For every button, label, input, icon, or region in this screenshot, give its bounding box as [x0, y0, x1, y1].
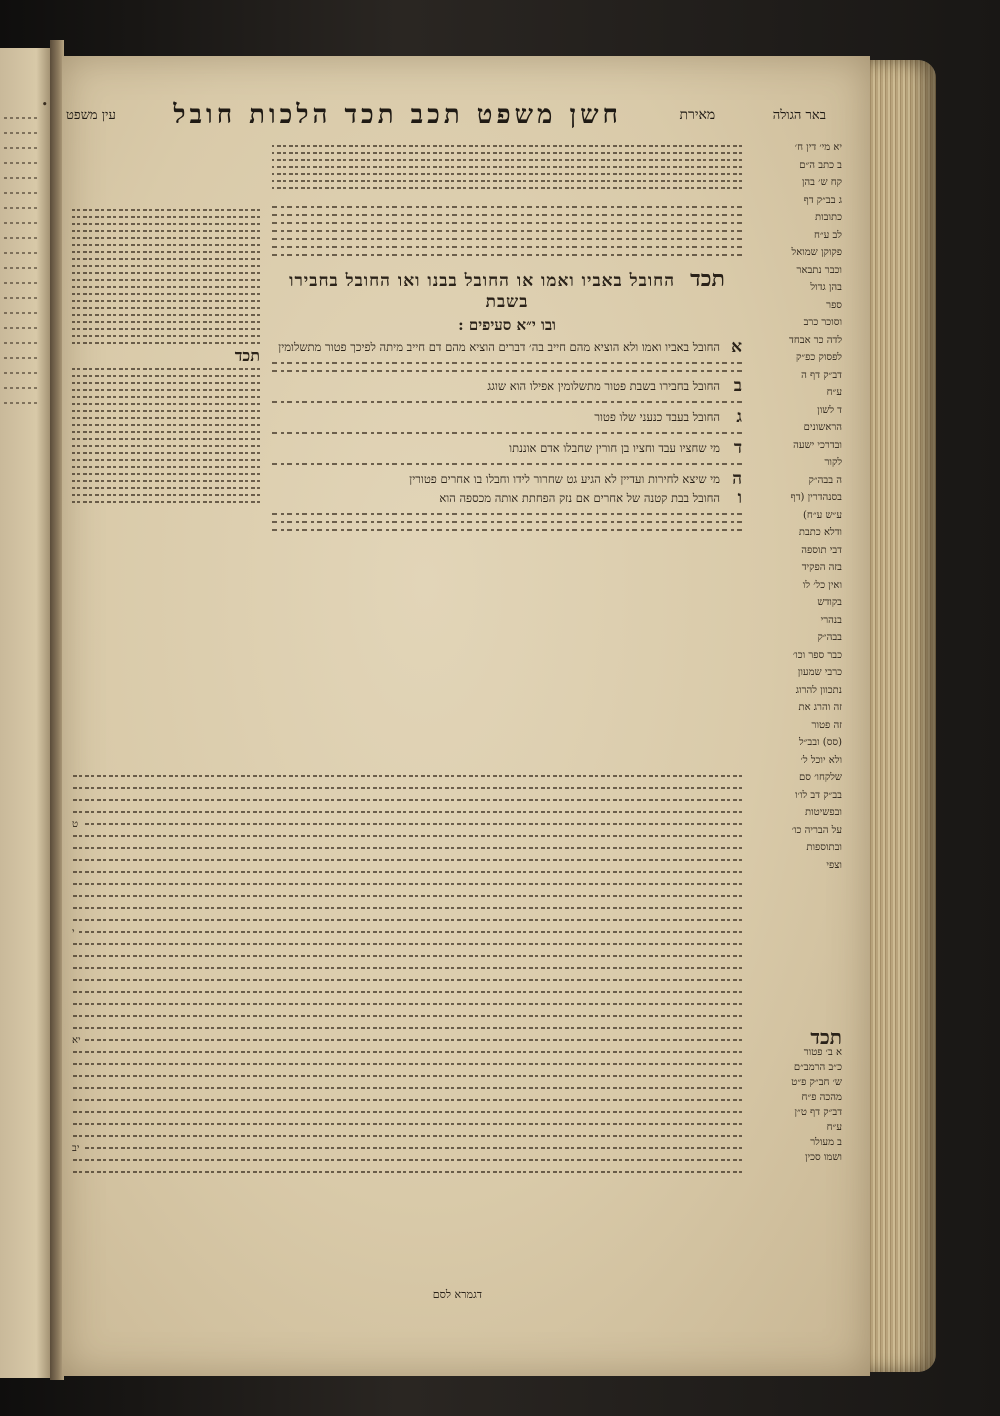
siman-title: החובל באביו ואמו או החובל בבנו ואו החובל בחבירו בשבת — [289, 271, 676, 312]
text-line — [72, 811, 742, 813]
margin-mark: יא — [72, 1034, 81, 1046]
margin-note: ובפשיטות — [804, 807, 842, 818]
margin-note: בהן גדול — [810, 282, 842, 293]
side-note: ע״ח — [826, 1122, 842, 1133]
seif-letter: ה — [732, 469, 742, 489]
seif-text: החובל בחבירו בשבת פטור מתשלומין אפילו הוא שוגג — [487, 379, 720, 393]
margin-note: וסוכר כרב — [803, 317, 842, 328]
text-line — [72, 1027, 742, 1029]
catchword: דגמרא לסם — [432, 1288, 482, 1301]
upper-paragraph — [272, 206, 742, 256]
siman-subtitle: ובו י״א סעיפים : — [458, 316, 556, 334]
side-note: מהכה פ״ח — [801, 1092, 842, 1103]
text-line — [72, 1159, 742, 1161]
seif-text: החובל בבת קטנה של אחרים אם נזק הפחתת אותה מכספה הוא — [439, 491, 720, 505]
margin-note: כתובות — [814, 212, 842, 223]
margin-note: שלקחו׳ סם — [798, 772, 842, 783]
running-head: חשן משפט תכב תכד הלכות חובל — [173, 100, 622, 130]
seif-text: החובל בעבד כנעני שלו פטור — [594, 410, 720, 424]
text-line — [72, 1111, 742, 1113]
header-left-label: עין משפט — [66, 108, 116, 123]
page-body — [72, 140, 842, 1301]
margin-note: ודלא כתבת — [798, 527, 842, 538]
text-line — [72, 907, 742, 909]
page-header — [66, 96, 826, 134]
margin-mark: ט — [72, 818, 79, 830]
margin-note: פקוקן שמואל — [791, 247, 842, 258]
text-line — [72, 1051, 742, 1053]
margin-note: בב״ק דב לו׳ו — [795, 789, 842, 801]
margin-note: קח ש׳ בהן — [801, 177, 842, 188]
side-note: ושמו סכין — [804, 1152, 842, 1163]
seif-item — [272, 471, 742, 488]
margin-note: ה בבה״ק — [808, 474, 842, 486]
folio-label: מאירת — [679, 106, 716, 123]
seif-item — [272, 440, 742, 457]
seif-letter: ג — [736, 407, 742, 427]
margin-note: כרבי שמעון — [797, 667, 842, 678]
margin-note: דב״ק דף ה — [801, 369, 842, 381]
lower-side-notes — [752, 1025, 842, 1165]
siman-heading — [272, 266, 742, 335]
text-line — [72, 859, 742, 861]
side-note: ש׳ חב״ק פ״ט — [791, 1077, 842, 1088]
text-line — [72, 991, 742, 993]
text-line — [72, 835, 742, 837]
seif-letter: ד — [733, 438, 742, 458]
margin-note: וכבר נתבאר — [796, 264, 842, 276]
text-line — [72, 1075, 742, 1077]
text-line — [82, 823, 742, 825]
lower-commentary — [72, 770, 742, 1178]
text-line — [72, 1063, 742, 1065]
text-line — [72, 895, 742, 897]
margin-note: כבר ספר וכו׳ — [792, 649, 842, 661]
margin-note: יא מי׳ דין ח׳ — [794, 142, 842, 153]
text-line — [72, 775, 742, 777]
margin-note: לפסוק כפ״ק — [796, 352, 842, 363]
seif-letter: ב — [733, 376, 742, 396]
text-line — [83, 1147, 742, 1149]
text-line — [72, 787, 742, 789]
main-text-column — [272, 140, 742, 537]
margin-note: ובתוספות — [806, 842, 842, 853]
seif-item — [272, 378, 742, 395]
margin-note: ע״ח — [826, 387, 842, 398]
margin-note: הראשונים — [803, 422, 842, 433]
text-line — [72, 943, 742, 945]
margin-note: ד לשון — [817, 404, 842, 416]
seif-item — [272, 490, 742, 507]
margin-note: ובדרכי ישעה — [793, 439, 842, 451]
margin-note: ולא יוכל ל׳ — [800, 754, 842, 766]
seif-item — [272, 339, 742, 356]
margin-note: בזה הפקיד — [801, 562, 842, 573]
text-line — [72, 1087, 742, 1089]
margin-note: זה פטור — [811, 719, 842, 731]
text-line — [72, 1003, 742, 1005]
text-line — [85, 1039, 742, 1041]
margin-note: לדה כר אבחד — [789, 334, 842, 346]
text-line — [72, 955, 742, 957]
text-line — [72, 799, 742, 801]
margin-note: ג בב״ק דף — [803, 194, 842, 206]
commentary-siman-label: תכד — [234, 346, 260, 365]
lower-siman-label: תכד — [810, 1025, 842, 1049]
previous-page-edge: • — [0, 48, 52, 1378]
text-line — [72, 871, 742, 873]
text-line — [72, 1015, 742, 1017]
side-note: כ״ב הרמב״ם — [793, 1062, 842, 1073]
margin-note: נתכוון להרוג — [795, 684, 842, 696]
margin-note: (סס) ובב״ל — [798, 737, 842, 748]
left-commentary-column — [72, 204, 260, 764]
text-line — [72, 1135, 742, 1137]
seif-letter: א — [731, 337, 742, 357]
margin-note: לב ע״ח — [813, 229, 842, 241]
margin-note: לקור — [824, 457, 842, 468]
seif-text: מי שחציו עבד וחציו בן חורין שחבלו אדם אוננתו — [509, 441, 720, 455]
text-line — [72, 1171, 742, 1173]
siman-number: תכד — [690, 266, 725, 292]
margin-note: על הבריה כו׳ — [791, 824, 842, 836]
margin-note: ב כתב ה״ם — [799, 159, 842, 171]
text-line — [72, 1123, 742, 1125]
margin-note: בסנהדרין (דף — [790, 492, 842, 503]
margin-mark: יב — [72, 1142, 80, 1154]
margin-note: ספר — [826, 299, 842, 311]
seif-text: מי שיצא לחירות ועדיין לא הגיע גט שחרור לידו וחבלו בו אחרים פטורין — [409, 472, 720, 486]
seif-text: החובל באביו ואמו ולא הוציא מהם חייב בה׳ דברים הוציא מהם דם חייב מיתה לפיכך פטור מתשלומין — [278, 340, 720, 354]
header-right-label: באר הגולה — [772, 108, 826, 123]
text-line — [72, 883, 742, 885]
margin-note: וצפי — [826, 859, 842, 871]
margin-note: דבי תוספה — [801, 544, 842, 556]
text-line — [72, 1099, 742, 1101]
top-commentary — [272, 140, 742, 200]
seif-letter: ו — [737, 488, 742, 508]
side-note: א ב׳ פטור — [803, 1047, 842, 1058]
side-note: ב מעולר — [810, 1137, 842, 1148]
margin-note: ע״ש ע״ח) — [803, 509, 842, 521]
margin-mark: י — [72, 926, 75, 938]
margin-note: בקודש — [817, 597, 842, 608]
margin-note: זה והרג את — [798, 702, 842, 713]
page-fore-edge — [866, 60, 936, 1372]
side-note: דב״ק דף ט״ן — [794, 1107, 842, 1118]
seif-item — [272, 409, 742, 426]
text-line — [72, 847, 742, 849]
text-line — [72, 967, 742, 969]
margin-note: בבה״ק — [817, 632, 842, 643]
margin-note: בנהרי — [820, 614, 842, 626]
margin-note: ואין כל׳ לו — [802, 579, 842, 591]
text-line — [72, 919, 742, 921]
text-line — [72, 979, 742, 981]
text-line — [79, 931, 742, 933]
